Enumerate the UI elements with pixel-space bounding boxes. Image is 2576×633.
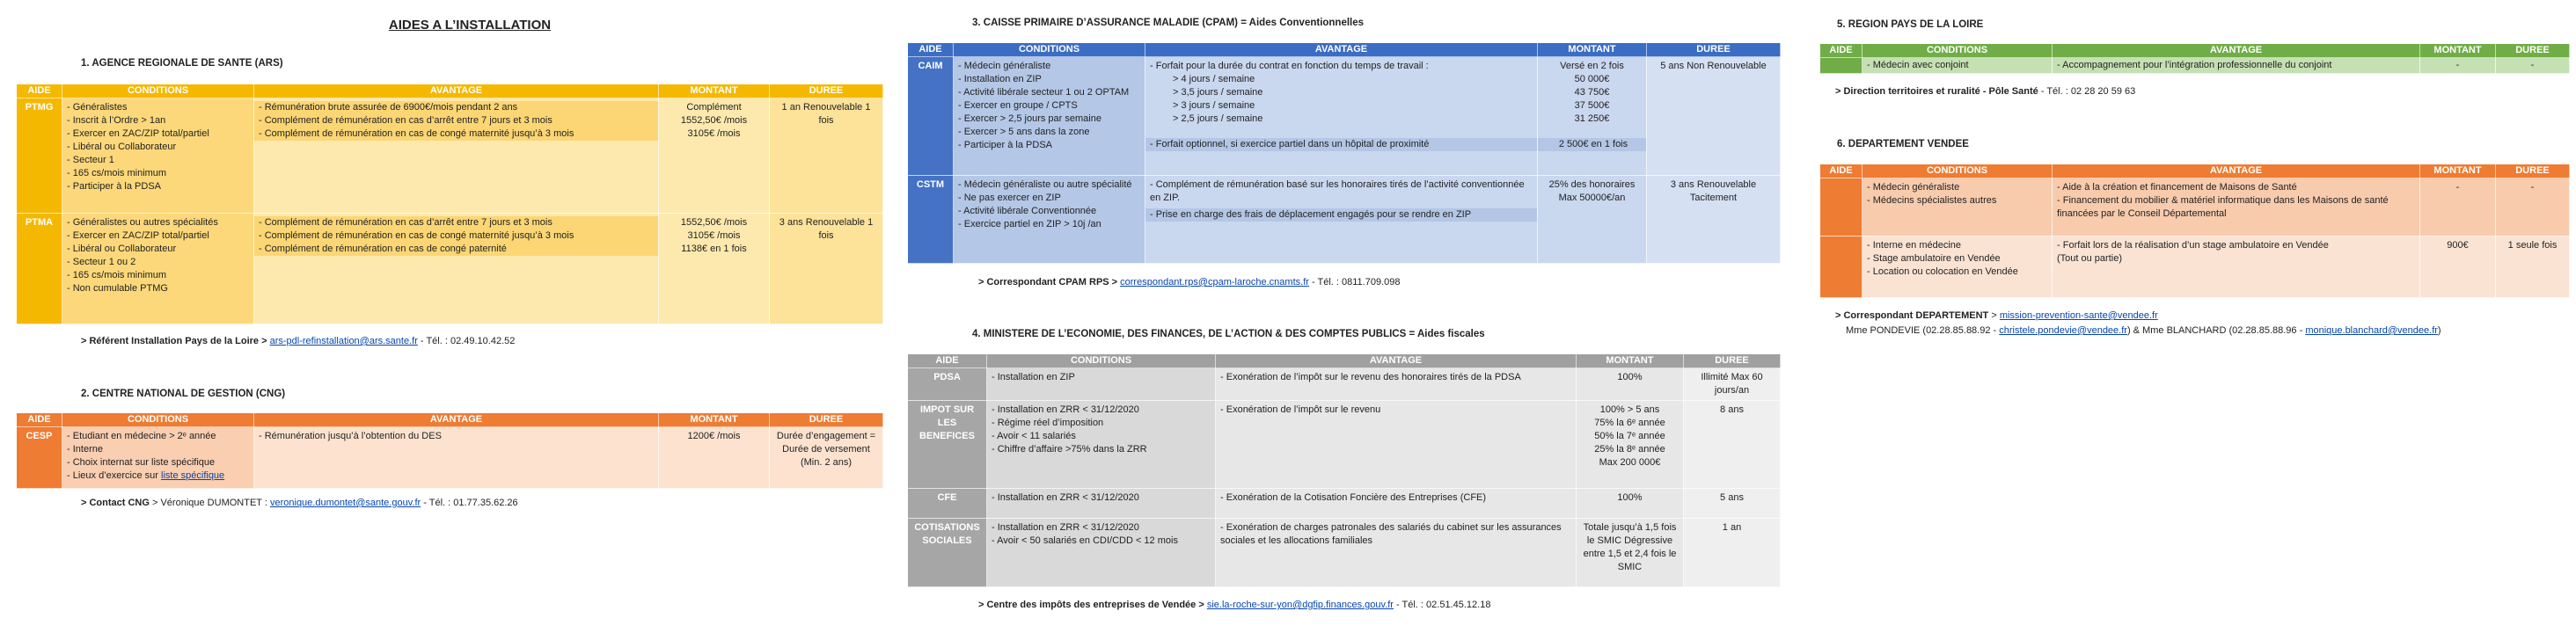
list-item: - Exercer > 5 ans dans la zone bbox=[958, 126, 1140, 139]
list-item: - Médecin avec conjoint bbox=[1867, 59, 2047, 72]
montant-cell bbox=[1538, 57, 1647, 176]
list-item-text: Exonération de charges patronales des salariés du cabinet sur les assurances sociales et les allocations familiales bbox=[1220, 522, 1562, 546]
cng-table bbox=[16, 412, 883, 489]
table-row bbox=[908, 401, 1781, 489]
table-row bbox=[908, 489, 1781, 519]
list-item-text: Aide à la création et financement de Maisons de Santé bbox=[2062, 182, 2297, 193]
minefi-contact bbox=[978, 600, 1490, 610]
cng-email-link[interactable]: veronique.dumontet@sante.gouv.fr bbox=[269, 498, 421, 508]
montant-value: 100% > 5 ans bbox=[1599, 404, 1660, 415]
tier-item: > 3 jours / semaine bbox=[1173, 100, 1255, 111]
duree-cell: 3 ans Renouvelable 1 fois bbox=[770, 214, 883, 324]
contact-label: > Correspondant DEPARTEMENT bbox=[1835, 310, 1989, 321]
list-item: - Libéral ou Collaborateur bbox=[67, 243, 249, 256]
montant-value: 43 750€ bbox=[1574, 87, 1610, 98]
montant-cell: 100% bbox=[1577, 489, 1684, 519]
avantage-cell bbox=[254, 98, 659, 214]
col-header-avantage: AVANTAGE bbox=[1216, 354, 1577, 368]
conditions-cell bbox=[987, 401, 1216, 489]
tier-list bbox=[1150, 73, 1533, 126]
montant-cell bbox=[659, 214, 770, 324]
col-header-conditions: CONDITIONS bbox=[954, 43, 1145, 57]
list-item: - Forfait lors de la réalisation d’un stage ambulatoire en Vendée (Tout ou partie) bbox=[2057, 240, 2329, 264]
col-header-duree: DUREE bbox=[2496, 164, 2570, 178]
aide-label bbox=[1820, 58, 1862, 74]
duree-cell: - bbox=[2496, 178, 2570, 236]
contact-label: > Contact CNG bbox=[81, 498, 150, 508]
list-item: - Installation en ZRR < 31/12/2020 bbox=[992, 521, 1211, 535]
contact-label: > Direction territoires et ruralité - Pôle Santé bbox=[1835, 86, 2038, 97]
col-header-montant: MONTANT bbox=[2420, 164, 2496, 178]
col-header-aide: AIDE bbox=[1820, 44, 1862, 58]
list-item: - Secteur 1 ou 2 bbox=[67, 256, 249, 269]
table-row bbox=[17, 214, 883, 324]
aide-label: COTISATIONS SOCIALES bbox=[908, 519, 987, 587]
cpam-table bbox=[907, 42, 1781, 264]
table-row bbox=[1820, 236, 2570, 298]
vendee-table bbox=[1819, 164, 2570, 298]
ars-table bbox=[16, 84, 883, 324]
list-item: - Libéral ou Collaborateur bbox=[67, 141, 249, 154]
list-item: - Complément de rémunération en cas d’arrêt entre 7 jours et 3 mois bbox=[254, 216, 658, 229]
list-item-text: Lieux d’exercice sur bbox=[72, 470, 162, 481]
table-row bbox=[1820, 58, 2570, 74]
list-item: - Exonération de charges patronales des salariés du cabinet sur les assurances sociales et les allocations familiales bbox=[1220, 522, 1562, 546]
list-item: - Non cumulable PTMG bbox=[67, 282, 249, 295]
list-item: - Inscrit à l’Ordre > 1an bbox=[67, 114, 249, 127]
col-header-aide: AIDE bbox=[1820, 164, 1862, 178]
list-item-text: Prise en charge des frais de déplacement engagés pour se rendre en ZIP bbox=[1155, 209, 1472, 220]
contact-label: > Centre des impôts des entreprises de Vendée > bbox=[978, 600, 1207, 610]
montant-value: 31 250€ bbox=[1574, 113, 1610, 124]
col-header-duree: DUREE bbox=[770, 413, 883, 427]
duree-cell: 1 an Renouvelable 1 fois bbox=[770, 98, 883, 214]
col-header-conditions: CONDITIONS bbox=[1862, 164, 2053, 178]
list-item: - Interne bbox=[67, 443, 249, 456]
montant-cell: 25% des honoraires Max 50000€/an bbox=[1538, 176, 1647, 264]
conditions-cell bbox=[987, 489, 1216, 519]
col-header-aide: AIDE bbox=[17, 413, 62, 427]
table-row bbox=[17, 98, 883, 214]
montant-value: 50% la 7ᵉ année bbox=[1594, 431, 1665, 441]
tier-item: > 3,5 jours / semaine bbox=[1173, 87, 1263, 98]
avantage-cell bbox=[1145, 176, 1538, 264]
conditions-cell bbox=[1862, 236, 2053, 298]
duree-cell: 5 ans Non Renouvelable bbox=[1647, 57, 1781, 176]
list-item: - Secteur 1 bbox=[67, 154, 249, 167]
conditions-cell bbox=[62, 427, 254, 489]
duree-cell: Illimité Max 60 jours/an bbox=[1684, 368, 1781, 401]
montant-value: 75% la 6ᵉ année bbox=[1594, 418, 1665, 428]
col-header-montant: MONTANT bbox=[2420, 44, 2496, 58]
aide-label: CSTM bbox=[908, 176, 954, 264]
duree-cell: 1 seule fois bbox=[2496, 236, 2570, 298]
contact-sep: > bbox=[1988, 310, 2000, 321]
aide-label: CESP bbox=[17, 427, 62, 489]
list-item: - 165 cs/mois minimum bbox=[67, 269, 249, 282]
montant-value: 1552,50€ /mois bbox=[680, 217, 748, 228]
list-item: - Généralistes bbox=[67, 101, 249, 114]
section-title-region: 5. REGION PAYS DE LA LOIRE bbox=[1837, 19, 1984, 30]
list-item: - Stage ambulatoire en Vendée bbox=[1867, 252, 2047, 266]
list-item: - Location ou colocation en Vendée bbox=[1867, 266, 2047, 279]
cpam-email-link[interactable]: correspondant.rps@cpam-laroche.cnamts.fr bbox=[1120, 277, 1309, 287]
list-item: - Installation en ZRR < 31/12/2020 bbox=[992, 404, 1211, 417]
contact-phone: - Tél. : 01.77.35.62.26 bbox=[421, 498, 518, 508]
list-item: - Exonération de la Cotisation Foncière des Entreprises (CFE) bbox=[1220, 491, 1571, 505]
col-header-avantage: AVANTAGE bbox=[1145, 43, 1538, 57]
list-item: - Complément de rémunération basé sur les honoraires tirés de l’activité conventionnée en ZIP. bbox=[1150, 179, 1525, 203]
conditions-cell bbox=[987, 368, 1216, 401]
conditions-cell bbox=[62, 98, 254, 214]
montant-value: 2 500€ en 1 fois bbox=[1538, 138, 1646, 151]
contact-name: ) & Mme BLANCHARD (02.28.85.88.96 - bbox=[2126, 325, 2306, 336]
list-item: - Accompagnement pour l’intégration professionnelle du conjoint bbox=[2057, 59, 2415, 72]
list-item: - Complément de rémunération en cas de congé maternité jusqu’à 3 mois bbox=[254, 229, 658, 243]
duree-cell: Durée d’engagement = Durée de versement (Min. 2 ans) bbox=[770, 427, 883, 489]
montant-value: 1138€ en 1 fois bbox=[681, 244, 747, 254]
montant-value: Max 200 000€ bbox=[1599, 457, 1661, 468]
tier-item: > 4 jours / semaine bbox=[1173, 74, 1255, 84]
avantage-cell bbox=[2053, 58, 2420, 74]
contact-phone: - Tél. : 02.51.45.12.18 bbox=[1393, 600, 1491, 610]
tier-item: > 2,5 jours / semaine bbox=[1173, 113, 1263, 124]
vendee-contact-persons bbox=[1846, 325, 2441, 336]
avantage-cell bbox=[1216, 489, 1577, 519]
table-row bbox=[908, 176, 1781, 264]
list-item: - Rémunération brute assurée de 6900€/mois pendant 2 ans bbox=[254, 101, 658, 114]
list-item bbox=[67, 469, 249, 483]
contact-phone: - Tél. : 02 28 20 59 63 bbox=[2038, 86, 2136, 97]
aide-label: PDSA bbox=[908, 368, 987, 401]
minefi-table bbox=[907, 353, 1781, 587]
avantage-cell bbox=[2053, 178, 2420, 236]
pondevie-email-link[interactable]: christele.pondevie@vendee.fr bbox=[1999, 325, 2127, 336]
contact-label: > Correspondant CPAM RPS > bbox=[978, 277, 1121, 287]
list-item: - Médecin généraliste ou autre spécialité bbox=[958, 178, 1140, 192]
conditions-cell bbox=[954, 176, 1145, 264]
duree-cell: 5 ans bbox=[1684, 489, 1781, 519]
duree-cell: 3 ans Renouvelable Tacitement bbox=[1647, 176, 1781, 264]
montant-value: 3105€ /mois bbox=[687, 230, 741, 241]
montant-cell: Totale jusqu’à 1,5 fois le SMIC Dégressive entre 1,5 et 2,4 fois le SMIC bbox=[1577, 519, 1684, 587]
list-item: - Exercer en groupe / CPTS bbox=[958, 99, 1140, 113]
aide-label: CFE bbox=[908, 489, 987, 519]
list-item: - Exercice partiel en ZIP > 10j /an bbox=[958, 218, 1140, 231]
duree-cell: 1 an bbox=[1684, 519, 1781, 587]
col-header-avantage: AVANTAGE bbox=[254, 413, 659, 427]
list-item: - Installation en ZIP bbox=[992, 371, 1211, 384]
contact-name: Mme PONDEVIE (02.28.85.88.92 - bbox=[1846, 325, 2000, 336]
avantage-cell bbox=[2053, 236, 2420, 298]
aide-label: IMPOT SUR LES BENEFICES bbox=[908, 401, 987, 489]
col-header-conditions: CONDITIONS bbox=[987, 354, 1216, 368]
montant-value: 37 500€ bbox=[1574, 100, 1610, 111]
montant-value: 1552,50€ /mois bbox=[680, 115, 748, 126]
list-item-text: Complément de rémunération basé sur les honoraires tirés de l’activité conventionnée en ZIP. bbox=[1150, 179, 1525, 203]
avantage-cell bbox=[1145, 57, 1538, 176]
list-item: - Rémunération jusqu’à l’obtention du DES bbox=[259, 430, 654, 443]
duree-cell: - bbox=[2496, 58, 2570, 74]
col-header-duree: DUREE bbox=[1684, 354, 1781, 368]
col-header-duree: DUREE bbox=[1647, 43, 1781, 57]
ars-contact bbox=[81, 336, 515, 346]
col-header-duree: DUREE bbox=[770, 84, 883, 98]
ars-email-link[interactable]: ars-pdl-refinstallation@ars.sante.fr bbox=[269, 336, 418, 346]
col-header-montant: MONTANT bbox=[1577, 354, 1684, 368]
cpam-contact bbox=[978, 277, 1400, 287]
aide-label: CAIM bbox=[908, 57, 954, 176]
montant-cell: 100% bbox=[1577, 368, 1684, 401]
col-header-montant: MONTANT bbox=[1538, 43, 1647, 57]
montant-cell bbox=[1577, 401, 1684, 489]
montant-cell: - bbox=[2420, 178, 2496, 236]
list-item: - Financement du mobilier & matériel informatique dans les Maisons de santé financées par le Conseil Départemental bbox=[2057, 195, 2389, 219]
vendee-email-link[interactable]: mission-prevention-sante@vendee.fr bbox=[1999, 310, 2158, 321]
list-item: - Forfait optionnel, si exercice partiel dans un hôpital de proximité bbox=[1145, 138, 1537, 151]
col-header-duree: DUREE bbox=[2496, 44, 2570, 58]
duree-cell: 8 ans bbox=[1684, 401, 1781, 489]
montant-cell: 1200€ /mois bbox=[659, 427, 770, 489]
list-item: - Avoir < 11 salariés bbox=[992, 430, 1211, 443]
blanchard-email-link[interactable]: monique.blanchard@vendee.fr bbox=[2305, 325, 2438, 336]
col-header-aide: AIDE bbox=[908, 43, 954, 57]
aide-label bbox=[1820, 236, 1862, 298]
table-row bbox=[17, 427, 883, 489]
montant-value: 25% la 8ᵉ année bbox=[1594, 444, 1665, 455]
conditions-cell bbox=[954, 57, 1145, 176]
contact-label: > Référent Installation Pays de la Loire > bbox=[81, 336, 270, 346]
avantage-cell bbox=[254, 214, 659, 324]
list-item: - Exonération de l’impôt sur le revenu des honoraires tirés de la PDSA bbox=[1220, 371, 1571, 384]
table-row bbox=[1820, 178, 2570, 236]
list-item: - Participer à la PDSA bbox=[958, 139, 1140, 152]
conditions-cell bbox=[62, 214, 254, 324]
conditions-cell bbox=[1862, 178, 2053, 236]
list-item: - Etudiant en médecine > 2ᵉ année bbox=[67, 430, 249, 443]
list-item: - Participer à la PDSA bbox=[67, 180, 249, 193]
montant-cell: 900€ bbox=[2420, 236, 2496, 298]
list-item: - Exonération de l’impôt sur le revenu bbox=[1220, 404, 1571, 417]
conditions-cell bbox=[1862, 58, 2053, 74]
list-item: - Aide à la création et financement de Maisons de Santé bbox=[2057, 182, 2297, 193]
col-header-aide: AIDE bbox=[17, 84, 62, 98]
list-item: - Installation en ZIP bbox=[958, 73, 1140, 86]
avantage-cell bbox=[1216, 519, 1577, 587]
table-row bbox=[908, 57, 1781, 176]
list-item: - Généralistes ou autres spécialités bbox=[67, 216, 249, 229]
col-header-montant: MONTANT bbox=[659, 84, 770, 98]
contact-close: ) bbox=[2437, 325, 2441, 336]
list-item: - 165 cs/mois minimum bbox=[67, 167, 249, 180]
col-header-conditions: CONDITIONS bbox=[62, 84, 254, 98]
list-item: - Choix internat sur liste spécifique bbox=[67, 456, 249, 469]
montant-intro: Versé en 2 fois bbox=[1560, 61, 1624, 71]
col-header-avantage: AVANTAGE bbox=[2053, 44, 2420, 58]
cng-contact bbox=[81, 498, 518, 508]
list-item: - Médecins spécialistes autres bbox=[1867, 194, 2047, 207]
list-item: - Activité libérale Conventionnée bbox=[958, 205, 1140, 218]
montant-value: 50 000€ bbox=[1574, 74, 1610, 84]
contact-name: > Véronique DUMONTET : bbox=[149, 498, 270, 508]
section-title-vendee: 6. DEPARTEMENT VENDEE bbox=[1837, 139, 1969, 149]
list-item: - Exercer > 2,5 jours par semaine bbox=[958, 113, 1140, 126]
aide-label: PTMA bbox=[17, 214, 62, 324]
col-header-avantage: AVANTAGE bbox=[2053, 164, 2420, 178]
conditions-cell bbox=[987, 519, 1216, 587]
list-item: - Régime réel d’imposition bbox=[992, 417, 1211, 430]
list-item: - Installation en ZRR < 31/12/2020 bbox=[992, 491, 1211, 505]
list-item-text: Forfait lors de la réalisation d’un stage ambulatoire en Vendée (Tout ou partie) bbox=[2057, 240, 2329, 264]
list-item: - Complément de rémunération en cas de congé maternité jusqu’à 3 mois bbox=[254, 127, 658, 141]
montant-value: 3105€ /mois bbox=[687, 128, 741, 139]
avantage-cell bbox=[254, 427, 659, 489]
col-header-montant: MONTANT bbox=[659, 413, 770, 427]
contact-phone: - Tél. : 02.49.10.42.52 bbox=[417, 336, 516, 346]
list-item: - Exercer en ZAC/ZIP total/partiel bbox=[67, 127, 249, 141]
page-title: AIDES A L’INSTALLATION bbox=[388, 18, 552, 33]
section-title-cng: 2. CENTRE NATIONAL DE GESTION (CNG) bbox=[81, 389, 286, 399]
montant-value: Complément bbox=[686, 102, 742, 113]
section-title-cpam: 3. CAISSE PRIMAIRE D’ASSURANCE MALADIE (CPAM) = Aides Conventionnelles bbox=[972, 18, 1365, 28]
col-header-aide: AIDE bbox=[908, 354, 987, 368]
list-item: - Ne pas exercer en ZIP bbox=[958, 192, 1140, 205]
vendee-contact bbox=[1835, 310, 2158, 321]
avantage-cell bbox=[1216, 368, 1577, 401]
montant-cell bbox=[659, 98, 770, 214]
montant-cell: - bbox=[2420, 58, 2496, 74]
table-row bbox=[908, 368, 1781, 401]
list-item: - Forfait pour la durée du contrat en fonction du temps de travail : bbox=[1150, 60, 1533, 73]
liste-specifique-link[interactable]: liste spécifique bbox=[161, 470, 225, 481]
aide-label bbox=[1820, 178, 1862, 236]
table-row bbox=[908, 519, 1781, 587]
section-title-ars: 1. AGENCE REGIONALE DE SANTE (ARS) bbox=[81, 58, 283, 69]
minefi-email-link[interactable]: sie.la-roche-sur-yon@dgfip.finances.gouv.fr bbox=[1206, 600, 1394, 610]
list-item: - Activité libérale secteur 1 ou 2 OPTAM bbox=[958, 86, 1140, 99]
list-item-text: Financement du mobilier & matériel informatique dans les Maisons de santé financées par le Conseil Départemental bbox=[2057, 195, 2389, 219]
col-header-conditions: CONDITIONS bbox=[62, 413, 254, 427]
list-item: - Prise en charge des frais de déplacement engagés pour se rendre en ZIP bbox=[1145, 208, 1537, 222]
col-header-avantage: AVANTAGE bbox=[254, 84, 659, 98]
list-item: - Médecin généraliste bbox=[958, 60, 1140, 73]
col-header-conditions: CONDITIONS bbox=[1862, 44, 2053, 58]
list-item: - Complément de rémunération en cas de congé paternité bbox=[254, 243, 658, 256]
region-contact bbox=[1835, 86, 2135, 97]
list-item: - Avoir < 50 salariés en CDI/CDD < 12 mois bbox=[992, 535, 1211, 548]
list-item: - Chiffre d’affaire >75% dans la ZRR bbox=[992, 443, 1211, 456]
contact-phone: - Tél. : 0811.709.098 bbox=[1308, 277, 1401, 287]
avantage-cell bbox=[1216, 401, 1577, 489]
aide-label: PTMG bbox=[17, 98, 62, 214]
list-item: - Médecin généraliste bbox=[1867, 181, 2047, 194]
list-item: - Interne en médecine bbox=[1867, 239, 2047, 252]
list-item: - Complément de rémunération en cas d’arrêt entre 7 jours et 3 mois bbox=[254, 114, 658, 127]
region-table bbox=[1819, 43, 2570, 74]
section-title-minefi: 4. MINISTERE DE L’ECONOMIE, DES FINANCES, DE L’ACTION & DES COMPTES PUBLICS = Aides fiscales bbox=[972, 329, 1485, 339]
list-item: - Exercer en ZAC/ZIP total/partiel bbox=[67, 229, 249, 243]
